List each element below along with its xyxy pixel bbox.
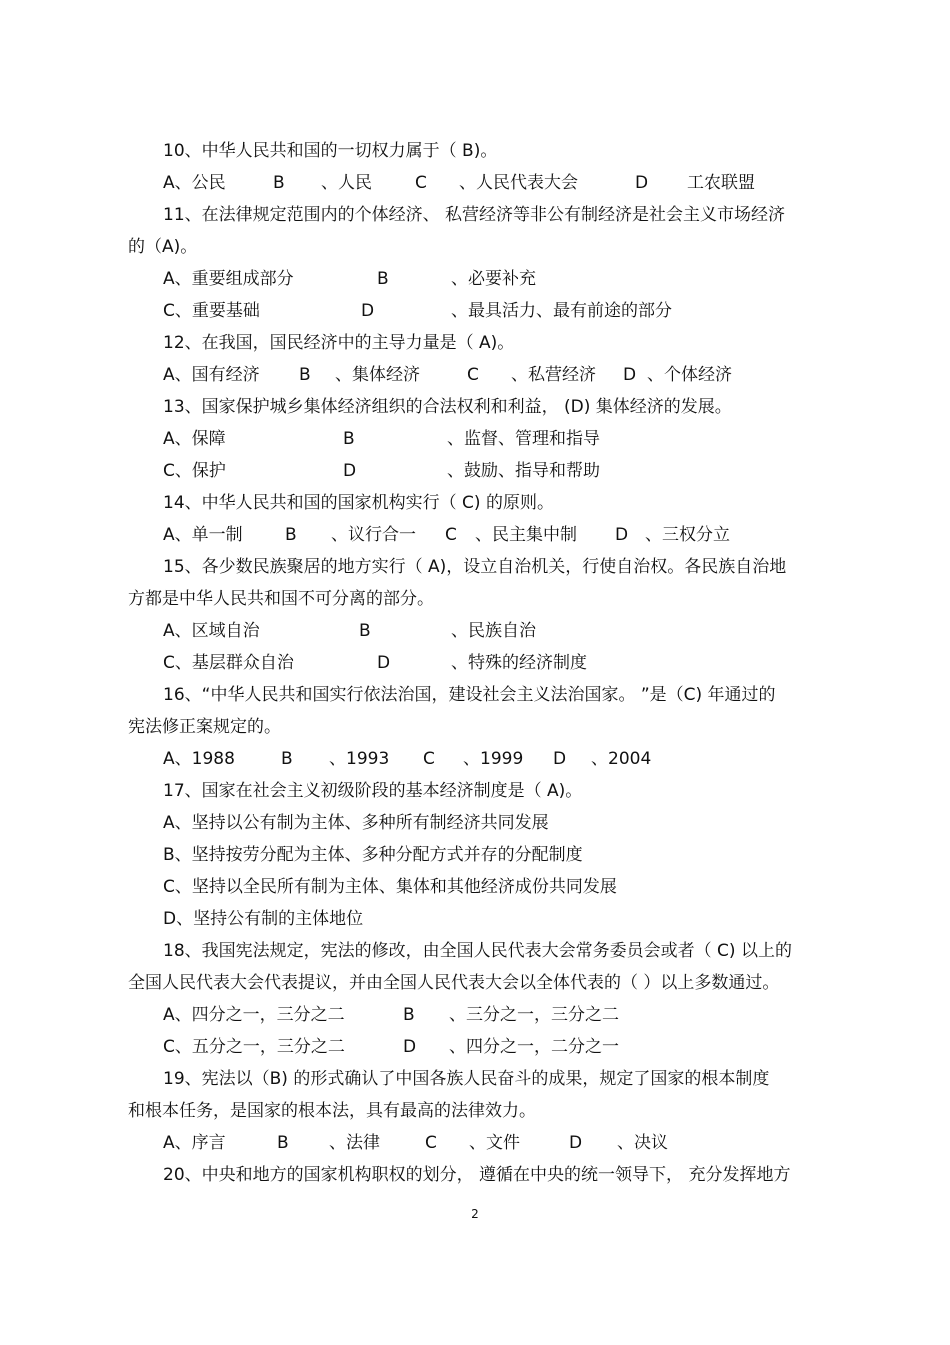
question-11-stem: 11、在法律规定范围内的个体经济、 私营经济等非公有制经济是社会主义市场经济 [163,205,786,225]
question-17-stem: 17、国家在社会主义初级阶段的基本经济制度是（ A)。 [163,781,583,801]
question-18-stem: 18、我国宪法规定，宪法的修改，由全国人民代表大会常务委员会或者（ C) 以上的 [163,941,792,961]
option-b: 、议行合一 [331,525,416,545]
question-15-stem: 15、各少数民族聚居的地方实行（ A)，设立自治机关，行使自治权。各民族自治地 [163,557,787,577]
option-b-letter: B [299,365,311,385]
option-b-letter: B [277,1133,289,1153]
option-a: A、序言 [163,1133,226,1153]
option-b-letter: B [377,269,389,289]
question-14-stem: 14、中华人民共和国的国家机构实行（ C) 的原则。 [163,493,554,513]
option-d-letter: D [343,461,357,481]
question-17-option-a: A、坚持以公有制为主体、多种所有制经济共同发展 [163,813,549,833]
option-c: C、保护 [163,461,226,481]
option-d-letter: D [569,1133,583,1153]
option-d: 、2004 [591,749,652,769]
option-d-letter: D [361,301,375,321]
question-16-stem: 16、“中华人民共和国实行依法治国，建设社会主义法治国家。 ”是（C) 年通过的 [163,685,776,705]
option-b: 、人民 [321,173,372,193]
option-c: 、1999 [463,749,524,769]
question-17-option-d: D、坚持公有制的主体地位 [163,909,364,929]
question-19-stem: 19、宪法以（B) 的形式确认了中国各族人民奋斗的成果，规定了国家的根本制度 [163,1069,770,1089]
option-c: 、文件 [469,1133,520,1153]
option-c-letter: C [415,173,427,193]
option-b-letter: B [403,1005,415,1025]
option-c: C、重要基础 [163,301,260,321]
option-b: 、必要补充 [451,269,536,289]
option-a: A、1988 [163,749,235,769]
option-d-letter: D [377,653,391,673]
option-d-letter: D [615,525,629,545]
option-b: 、1993 [329,749,390,769]
option-b-letter: B [273,173,285,193]
option-c: C、基层群众自治 [163,653,294,673]
option-b-letter: B [281,749,293,769]
option-a: A、国有经济 [163,365,260,385]
option-b: 、监督、管理和指导 [447,429,600,449]
option-c: 、私营经济 [511,365,596,385]
question-17-option-c: C、坚持以全民所有制为主体、集体和其他经济成份共同发展 [163,877,617,897]
option-b-letter: B [343,429,355,449]
option-d: 、个体经济 [647,365,732,385]
page-number: 2 [471,1207,479,1221]
option-c-letter: C [467,365,479,385]
option-c-letter: C [445,525,457,545]
option-d: 、四分之一，二分之一 [449,1037,619,1057]
option-b: 、法律 [329,1133,380,1153]
option-a: A、四分之一，三分之二 [163,1005,345,1025]
option-b-letter: B [285,525,297,545]
option-d: 、最具活力、最有前途的部分 [451,301,672,321]
question-10-stem: 10、中华人民共和国的一切权力属于（ B)。 [163,141,498,161]
option-d-letter: D [623,365,637,385]
option-d: 、特殊的经济制度 [451,653,587,673]
question-16-stem-cont: 宪法修正案规定的。 [128,717,281,737]
question-19-stem-cont: 和根本任务，是国家的根本法，具有最高的法律效力。 [128,1101,536,1121]
option-c-letter: C [423,749,435,769]
option-c: C、五分之一，三分之二 [163,1037,345,1057]
option-c-letter: C [425,1133,437,1153]
option-a: A、单一制 [163,525,243,545]
option-d: 工农联盟 [687,173,755,193]
question-15-stem-cont: 方都是中华人民共和国不可分离的部分。 [128,589,434,609]
option-a: A、保障 [163,429,226,449]
option-d-letter: D [403,1037,417,1057]
option-b: 、民族自治 [451,621,536,641]
question-13-stem: 13、国家保护城乡集体经济组织的合法权利和利益， (D) 集体经济的发展。 [163,397,732,417]
option-d: 、鼓励、指导和帮助 [447,461,600,481]
option-c: 、民主集中制 [475,525,577,545]
question-12-stem: 12、在我国，国民经济中的主导力量是（ A)。 [163,333,515,353]
option-d-letter: D [635,173,649,193]
option-d: 、三权分立 [645,525,730,545]
question-20-stem: 20、中央和地方的国家机构职权的划分， 遵循在中央的统一领导下， 充分发挥地方 [163,1165,791,1185]
option-c: 、人民代表大会 [459,173,578,193]
option-d: 、决议 [617,1133,668,1153]
option-b: 、集体经济 [335,365,420,385]
question-17-option-b: B、坚持按劳分配为主体、多种分配方式并存的分配制度 [163,845,583,865]
option-a: A、区域自治 [163,621,260,641]
question-11-stem-cont: 的（A)。 [128,237,198,257]
option-b: 、三分之一，三分之二 [449,1005,619,1025]
option-b-letter: B [359,621,371,641]
option-a: A、公民 [163,173,226,193]
option-a: A、重要组成部分 [163,269,294,289]
question-18-stem-cont: 全国人民代表大会代表提议，并由全国人民代表大会以全体代表的（ ）以上多数通过。 [128,973,780,993]
option-d-letter: D [553,749,567,769]
